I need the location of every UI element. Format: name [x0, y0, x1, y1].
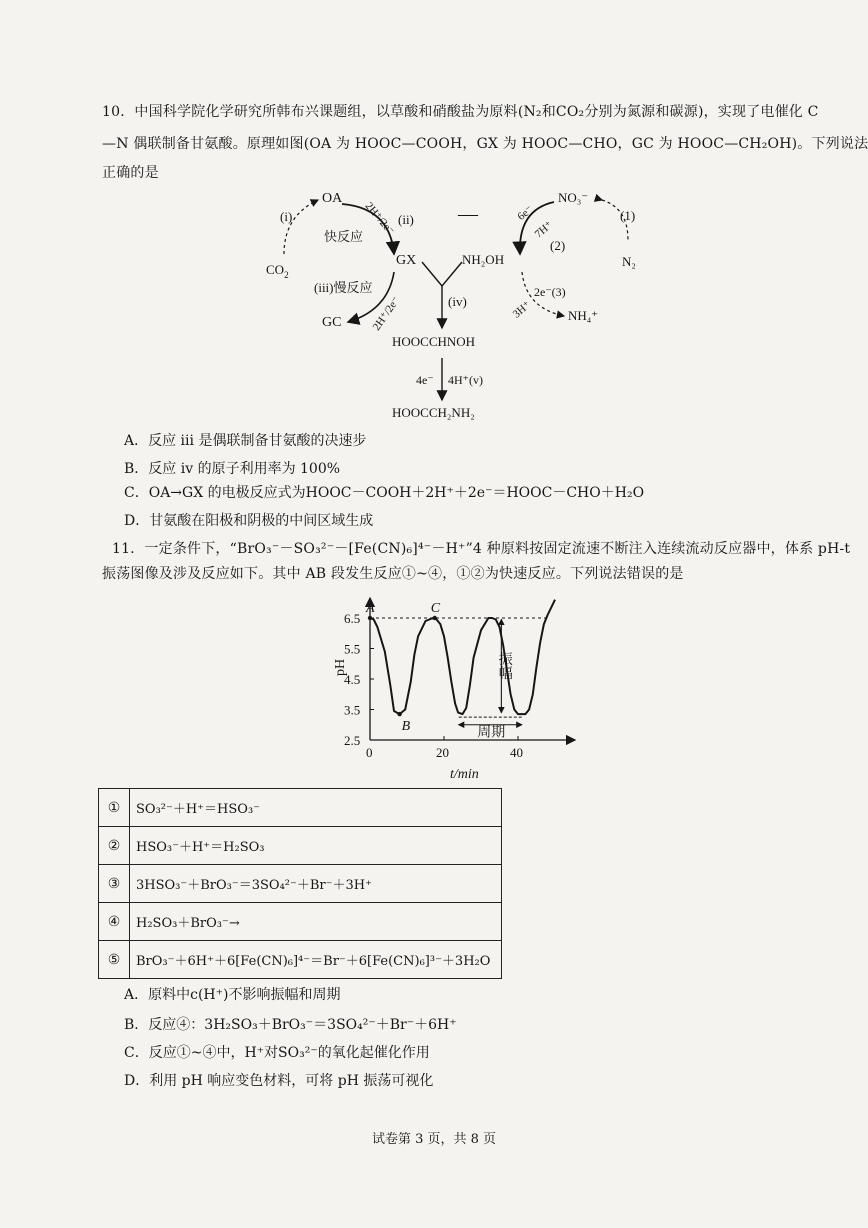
q10-reaction-diagram [250, 180, 670, 425]
point-c [433, 616, 437, 620]
label-step1: (1) [620, 208, 636, 223]
q10-stem-line3: 正确的是 [102, 165, 159, 181]
q10-option-b: B．反应 iv 的原子利用率为 100% [124, 461, 341, 477]
x-axis-label: t/min [450, 767, 479, 782]
reaction-number: ③ [99, 865, 130, 902]
q10-stem-line2: —N 偶联制备甘氨酸。原理如图(OA 为 HOOC—COOH，GX 为 HOOC—CHO，GC 为 HOOC—CH₂OH)。下列说法 [102, 136, 868, 152]
label-n2: N₂ [622, 254, 636, 269]
point-b [397, 712, 401, 716]
table-row [99, 941, 501, 978]
merge-lines [422, 262, 462, 286]
reaction-number: ④ [99, 903, 130, 940]
label-six-e: 6e⁻ [515, 203, 536, 223]
label-nh2oh: NH₂OH [462, 252, 505, 267]
y-tick-label: 4.5 [344, 672, 361, 687]
label-product: HOOCCH₂NH₂ [392, 405, 475, 420]
reaction-equation: SO₃²⁻＋H⁺＝HSO₃⁻ [136, 802, 261, 817]
label-oa: OA [322, 191, 343, 206]
page-footer: 试卷第 3 页，共 8 页 [371, 1132, 497, 1147]
q11-option-a: A．原料中c(H⁺)不影响振幅和周期 [124, 987, 341, 1003]
ph-series-line [370, 600, 555, 714]
point-label-c: C [430, 601, 441, 616]
q11-stem-line1: 11．一定条件下，“BrO₃⁻－SO₃²⁻－[Fe(CN)₆]⁴⁻－H⁺”4 种原料按固定流速不断注入连续流动反应器中，体系 pH-t [112, 541, 851, 557]
amplitude-label: 振幅 [496, 651, 512, 680]
ph-oscillation-chart [318, 590, 588, 785]
q10-stem-line1: 10．中国科学院化学研究所韩布兴课题组，以草酸和硝酸盐为原料(N₂和CO₂分别为氮源和碳源)，实现了电催化 C [102, 104, 819, 120]
y-tick-label: 2.5 [344, 733, 361, 748]
q10-option-a: A．反应 iii 是偶联制备甘氨酸的决速步 [124, 433, 367, 449]
reaction-number: ① [99, 789, 130, 826]
point-label-b: B [401, 719, 411, 735]
label-four-e: 4e⁻ [416, 373, 434, 387]
label-iii-electrons: 2H⁺/2e⁻ [370, 294, 403, 333]
y-tick-label: 6.5 [344, 611, 361, 626]
table-row [99, 865, 501, 903]
point-label-a: A [366, 601, 375, 616]
label-step-iii: (iii)慢反应 [314, 280, 373, 295]
reaction-number: ⑤ [99, 941, 130, 978]
reaction-equation: 3HSO₃⁻＋BrO₃⁻＝3SO₄²⁻＋Br⁻＋3H⁺ [136, 878, 372, 893]
q10-option-d: D．甘氨酸在阳极和阴极的中间区域生成 [124, 513, 374, 529]
reaction-equation: HSO₃⁻＋H⁺＝H₂SO₃ [136, 840, 265, 855]
q10-option-c: C．OA→GX 的电极反应式为HOOC－COOH＋2H⁺＋2e⁻＝HOOC－CHO＋H₂O [124, 485, 645, 501]
table-row [99, 789, 501, 827]
y-axis-label: pH [333, 658, 348, 676]
label-four-h-v: 4H⁺(v) [448, 373, 483, 387]
table-row [99, 903, 501, 941]
label-step-ii: (ii) [398, 212, 414, 227]
period-label: 周期 [477, 725, 506, 741]
q11-option-b: B．反应④：3H₂SO₃＋BrO₃⁻＝3SO₄²⁻＋Br⁻＋6H⁺ [124, 1017, 457, 1033]
q11-stem-line2: 振荡图像及涉及反应如下。其中 AB 段发生反应①~④，①②为快速反应。下列说法错误的是 [102, 566, 684, 582]
x-tick-label: 0 [366, 745, 373, 760]
y-tick-label: 5.5 [344, 641, 361, 657]
reaction-equation: H₂SO₃＋BrO₃⁻→ [136, 916, 240, 931]
label-intermediate: HOOCCHNOH [392, 334, 476, 349]
label-fast: 快反应 [324, 229, 364, 244]
q11-option-c: C．反应①~④中，H⁺对SO₃²⁻的氧化起催化作用 [124, 1045, 430, 1061]
label-step-i: (i) [280, 209, 293, 224]
label-step2: (2) [550, 238, 566, 253]
reaction-table [98, 788, 502, 979]
label-step-iv: (iv) [448, 294, 467, 309]
label-step3: 2e⁻(3) [534, 285, 566, 299]
q11-option-d: D．利用 pH 响应变色材料，可将 pH 振荡可视化 [124, 1073, 434, 1089]
reaction-number: ② [99, 827, 130, 864]
x-tick-label: 20 [436, 745, 449, 760]
label-co2: $CO_2$ [266, 262, 289, 280]
table-row [99, 827, 501, 865]
label-gx: GX [396, 253, 417, 268]
label-three-h: 3H⁺ [510, 298, 534, 321]
label-nh4: NH₄⁺ [568, 308, 599, 323]
label-gc: GC [322, 315, 342, 330]
label-dash: — [458, 203, 478, 225]
point-a [368, 616, 372, 620]
y-tick-label: 3.5 [344, 702, 361, 718]
reaction-equation: BrO₃⁻＋6H⁺＋6[Fe(CN)₆]⁴⁻＝Br⁻＋6[Fe(CN)₆]³⁻＋3H₂O [136, 954, 491, 969]
label-ii-electrons: 2H⁺/2e⁻ [362, 200, 397, 238]
label-no3: NO₃⁻ [558, 190, 589, 205]
label-seven-h: 7H⁺ [532, 218, 556, 241]
x-tick-label: 40 [510, 745, 523, 760]
